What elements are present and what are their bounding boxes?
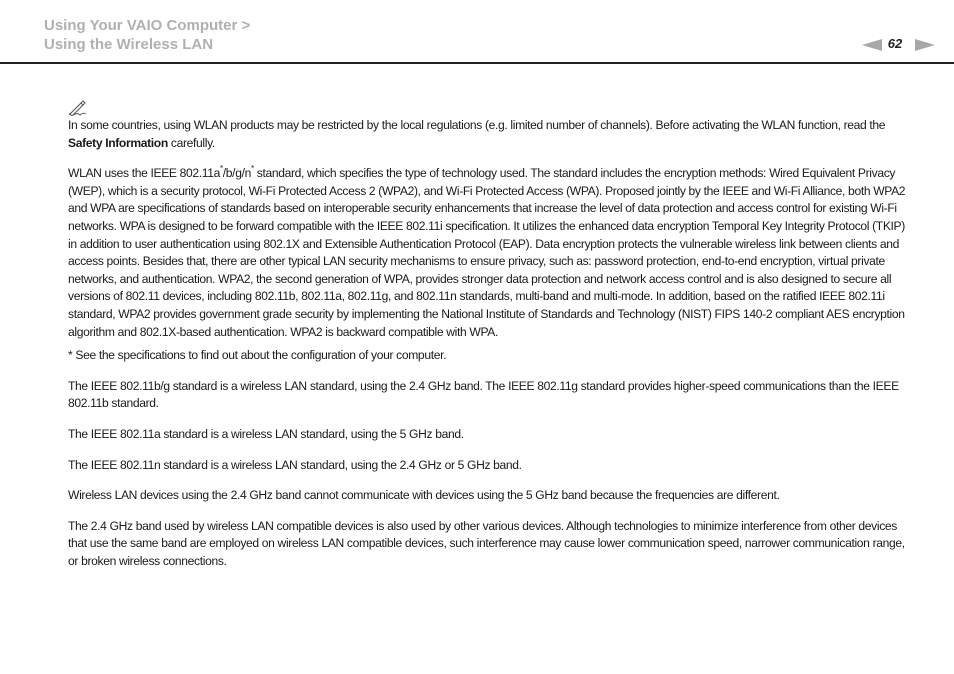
paragraph-802-11bg: The IEEE 802.11b/g standard is a wireless LAN standard, using the 2.4 GHz band. The IEEE 802.11g standard provides higher-speed communications than the IEEE 802.11b standard. [68,378,899,411]
footnote: * See the specifications to find out about the configuration of your computer. [68,348,447,363]
next-page-arrow-icon[interactable] [915,37,935,53]
paragraph-interference: The 2.4 GHz band used by wireless LAN compatible devices is also used by other various devices. Although technologies to minimize interference from other devices that use the same band are employed on wireless LAN compatible devices, such interference may cause lower communication speed, narrower communication range, or broken wireless connections. [68,518,905,568]
previous-page-arrow-icon[interactable] [862,37,882,53]
safety-information-ref: Safety Information [68,135,168,150]
breadcrumb-topic[interactable]: Using the Wireless LAN [44,36,214,53]
breadcrumb-section[interactable]: Using Your VAIO Computer > [44,17,251,34]
paragraph-802-11a: The IEEE 802.11a standard is a wireless LAN standard, using the 5 GHz band. [68,426,464,441]
footnote-marker: * [250,164,254,174]
note-pencil-icon [68,100,88,116]
page-body [68,100,914,570]
note-paragraph: In some countries, using WLAN products may be restricted by the local regulations (e.g. limited number of channels). Before activating the WLAN function, read the Safety Information carefully. [68,118,886,150]
paragraph-band-compat: Wireless LAN devices using the 2.4 GHz band cannot communicate with devices using the 5 GHz band because the frequencies are different. [68,488,780,503]
page-header [0,0,954,64]
paragraph-802-11n: The IEEE 802.11n standard is a wireless LAN standard, using the 2.4 GHz or 5 GHz band. [68,457,522,472]
footnote-marker: * [220,164,223,174]
page-number: 62 [887,36,903,51]
header-divider [0,62,954,64]
wlan-standard-paragraph: WLAN uses the IEEE 802.11a*/b/g/n* standard, which specifies the type of technology used. The standard includes the encryption methods: Wired Equivalent Privacy (WEP), which is a security protocol, Wi-Fi Protected Access 2 (WPA2), and Wi-Fi Protected Access (WPA). Proposed jointly by the IEEE and Wi-Fi Alliance, both WPA2 and WPA are specifications of standards based on interoperable security enhancements that increase the level of data protection and access control for existing Wi-Fi networks. WPA is designed to be forward compatible with the IEEE 802.11i specification. It utilizes the enhanced data encryption Temporal Key Integrity Protocol (TKIP) in addition to user authentication using 802.1X and Extensible Authentication Protocol (EAP). Data encryption protects the vulnerable wireless link between clients and access points. Besides that, there are other typical LAN security mechanisms to ensure privacy, such as: password protection, end-to-end encryption, virtual private networks, and authentication. WPA2, the second generation of WPA, provides stronger data protection and network access control and is also designed to secure all versions of 802.11 devices, including 802.11b, 802.11a, 802.11g, and 802.11n standards, multi-band and multi-mode. In addition, based on the ratified IEEE 802.11i standard, WPA2 provides government grade security by implementing the National Institute of Standards and Technology (NIST) FIPS 140-2 compliant AES encryption algorithm and 802.1X-based authentication. WPA2 is backward compatible with WPA. [68,164,906,339]
